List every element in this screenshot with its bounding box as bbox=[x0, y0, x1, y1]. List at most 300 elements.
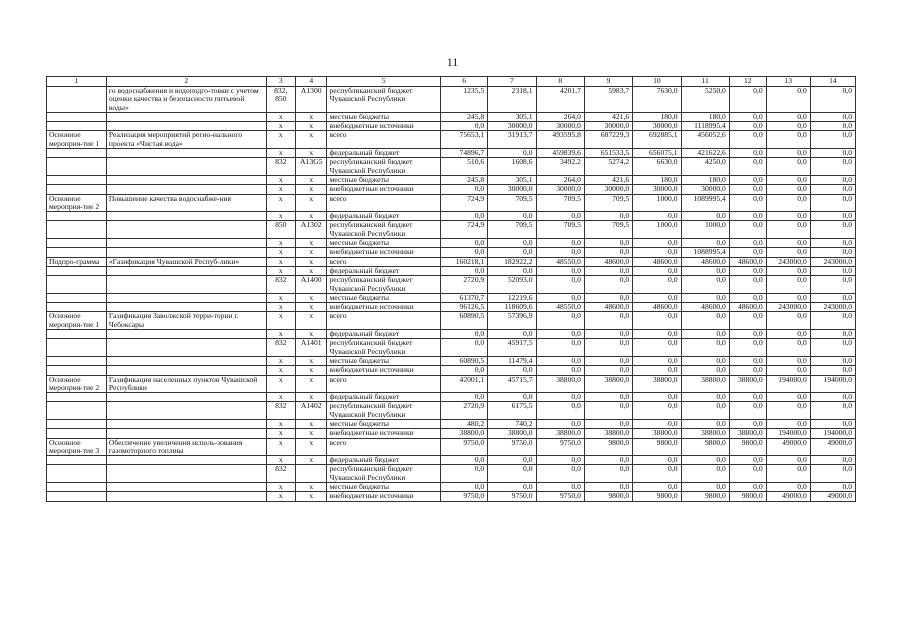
responsible-code-cell: x bbox=[266, 266, 295, 275]
value-cell: 118609,6 bbox=[488, 303, 536, 312]
table-row bbox=[47, 175, 856, 184]
value-cell: 0,0 bbox=[440, 483, 487, 492]
value-cell: 0,0 bbox=[584, 266, 632, 275]
header-cell: 13 bbox=[766, 77, 810, 87]
value-cell: 0,0 bbox=[766, 158, 810, 176]
activity-name-cell bbox=[106, 175, 266, 184]
value-cell: 0,0 bbox=[729, 293, 766, 302]
responsible-code-cell: x bbox=[266, 438, 295, 456]
value-cell: 30000,0 bbox=[584, 185, 632, 194]
header-cell: 8 bbox=[536, 77, 584, 87]
value-cell: 0,0 bbox=[810, 419, 855, 428]
value-cell: 0,0 bbox=[584, 312, 632, 330]
page-number: 11 bbox=[446, 55, 459, 69]
value-cell: 0,0 bbox=[681, 456, 729, 465]
value-cell: 421,6 bbox=[584, 175, 632, 184]
header-row bbox=[47, 77, 856, 87]
funding-source-cell: республиканский бюджет Чувашской Республики bbox=[327, 276, 440, 294]
value-cell: 0,0 bbox=[633, 312, 681, 330]
value-cell: 0,0 bbox=[810, 339, 855, 357]
section-cell bbox=[47, 366, 107, 375]
responsible-code-cell: x bbox=[266, 456, 295, 465]
funding-source-cell: федеральный бюджет bbox=[327, 456, 440, 465]
activity-name-cell bbox=[106, 483, 266, 492]
value-cell: 0,0 bbox=[633, 248, 681, 257]
value-cell: 0,0 bbox=[633, 239, 681, 248]
value-cell: 9800,0 bbox=[633, 492, 681, 501]
value-cell: 0,0 bbox=[584, 456, 632, 465]
value-cell: 305,1 bbox=[488, 112, 536, 121]
value-cell: 0,0 bbox=[810, 175, 855, 184]
value-cell: 0,0 bbox=[633, 356, 681, 365]
value-cell: 45715,7 bbox=[488, 375, 536, 393]
value-cell: 0,0 bbox=[729, 112, 766, 121]
value-cell: 0,0 bbox=[729, 366, 766, 375]
header-cell: 12 bbox=[729, 77, 766, 87]
table-row bbox=[47, 366, 856, 375]
value-cell: 9750,0 bbox=[488, 438, 536, 456]
value-cell: 194000,0 bbox=[766, 429, 810, 438]
value-cell: 0,0 bbox=[584, 356, 632, 365]
value-cell: 1089995,4 bbox=[681, 194, 729, 212]
value-cell: 724,9 bbox=[440, 194, 487, 212]
value-cell: 0,0 bbox=[536, 248, 584, 257]
table-row bbox=[47, 393, 856, 402]
value-cell: 38800,0 bbox=[584, 375, 632, 393]
value-cell: 0,0 bbox=[440, 122, 487, 131]
value-cell: 0,0 bbox=[810, 221, 855, 239]
value-cell: 0,0 bbox=[810, 393, 855, 402]
value-cell: 0,0 bbox=[766, 248, 810, 257]
funding-source-cell: местные бюджеты bbox=[327, 112, 440, 121]
value-cell: 0,0 bbox=[440, 393, 487, 402]
section-cell: Подпро-грамма bbox=[47, 257, 107, 266]
value-cell: 0,0 bbox=[766, 112, 810, 121]
header-cell: 4 bbox=[295, 77, 327, 87]
value-cell: 30000,0 bbox=[488, 122, 536, 131]
responsible-code-cell: x bbox=[266, 239, 295, 248]
table-row bbox=[47, 356, 856, 365]
value-cell: 0,0 bbox=[488, 212, 536, 221]
section-cell: Основное мероприя-тие 2 bbox=[47, 194, 107, 212]
funding-source-cell: внебюджетные источники bbox=[327, 185, 440, 194]
budget-code-cell: x bbox=[295, 239, 327, 248]
value-cell: 0,0 bbox=[584, 339, 632, 357]
budget-table bbox=[46, 76, 856, 502]
table-row bbox=[47, 465, 856, 483]
table-row bbox=[47, 131, 856, 149]
value-cell: 0,0 bbox=[766, 393, 810, 402]
section-cell bbox=[47, 185, 107, 194]
responsible-code-cell: x bbox=[266, 131, 295, 149]
value-cell: 0,0 bbox=[536, 366, 584, 375]
value-cell: 9750,0 bbox=[440, 438, 487, 456]
header-cell: 10 bbox=[633, 77, 681, 87]
table-row bbox=[47, 257, 856, 266]
value-cell: 0,0 bbox=[536, 393, 584, 402]
value-cell: 38800,0 bbox=[633, 429, 681, 438]
section-cell: Основное мероприя-тие 2 bbox=[47, 375, 107, 393]
value-cell: 48600,0 bbox=[584, 257, 632, 266]
value-cell: 0,0 bbox=[536, 356, 584, 365]
value-cell: 0,0 bbox=[633, 483, 681, 492]
responsible-code-cell: x bbox=[266, 194, 295, 212]
funding-source-cell: всего bbox=[327, 131, 440, 149]
value-cell: 0,0 bbox=[810, 212, 855, 221]
section-cell bbox=[47, 293, 107, 302]
value-cell: 30000,0 bbox=[633, 185, 681, 194]
value-cell: 5274,2 bbox=[584, 158, 632, 176]
value-cell: 9800,0 bbox=[729, 438, 766, 456]
value-cell: 0,0 bbox=[810, 465, 855, 483]
table-row bbox=[47, 429, 856, 438]
value-cell: 0,0 bbox=[810, 366, 855, 375]
activity-name-cell bbox=[106, 149, 266, 158]
value-cell: 0,0 bbox=[729, 239, 766, 248]
value-cell: 38800,0 bbox=[729, 375, 766, 393]
value-cell: 48600,0 bbox=[633, 303, 681, 312]
section-cell: Основное мероприя-тие 1 bbox=[47, 131, 107, 149]
budget-code-cell: x bbox=[295, 131, 327, 149]
activity-name-cell bbox=[106, 158, 266, 176]
budget-code-cell: x bbox=[295, 429, 327, 438]
budget-code-cell: x bbox=[295, 492, 327, 501]
value-cell: 0,0 bbox=[633, 339, 681, 357]
table-row bbox=[47, 221, 856, 239]
table-row bbox=[47, 402, 856, 420]
value-cell: 0,0 bbox=[584, 293, 632, 302]
section-cell bbox=[47, 402, 107, 420]
activity-name-cell bbox=[106, 402, 266, 420]
value-cell: 709,5 bbox=[584, 194, 632, 212]
funding-source-cell: внебюджетные источники bbox=[327, 429, 440, 438]
value-cell: 0,0 bbox=[766, 149, 810, 158]
value-cell: 0,0 bbox=[536, 456, 584, 465]
budget-code-cell: A1300 bbox=[295, 87, 327, 113]
activity-name-cell bbox=[106, 465, 266, 483]
budget-code-cell: x bbox=[295, 312, 327, 330]
responsible-code-cell: 832 bbox=[266, 465, 295, 483]
value-cell: 48600,0 bbox=[681, 257, 729, 266]
value-cell: 709,5 bbox=[584, 221, 632, 239]
value-cell: 245,8 bbox=[440, 175, 487, 184]
value-cell: 0,0 bbox=[584, 402, 632, 420]
value-cell: 9800,0 bbox=[633, 438, 681, 456]
value-cell: 709,5 bbox=[536, 221, 584, 239]
value-cell: 57396,9 bbox=[488, 312, 536, 330]
budget-code-cell: x bbox=[295, 112, 327, 121]
funding-source-cell: всего bbox=[327, 257, 440, 266]
budget-code-cell: x bbox=[295, 185, 327, 194]
value-cell: 0,0 bbox=[584, 239, 632, 248]
value-cell: 9750,0 bbox=[536, 492, 584, 501]
activity-name-cell: Повышение качества водоснабже-ния bbox=[106, 194, 266, 212]
value-cell: 38800,0 bbox=[729, 429, 766, 438]
budget-code-cell: x bbox=[295, 419, 327, 428]
table-row bbox=[47, 438, 856, 456]
budget-code-cell: A1401 bbox=[295, 339, 327, 357]
funding-source-cell: республиканский бюджет Чувашской Республики bbox=[327, 221, 440, 239]
section-cell bbox=[47, 112, 107, 121]
value-cell: 0,0 bbox=[810, 131, 855, 149]
header-cell: 6 bbox=[440, 77, 487, 87]
value-cell: 0,0 bbox=[584, 330, 632, 339]
value-cell: 0,0 bbox=[633, 456, 681, 465]
activity-name-cell bbox=[106, 266, 266, 275]
value-cell: 0,0 bbox=[766, 293, 810, 302]
value-cell: 0,0 bbox=[766, 221, 810, 239]
section-cell bbox=[47, 393, 107, 402]
value-cell: 0,0 bbox=[810, 356, 855, 365]
funding-source-cell: всего bbox=[327, 438, 440, 456]
value-cell: 49000,0 bbox=[810, 492, 855, 501]
funding-source-cell: федеральный бюджет bbox=[327, 266, 440, 275]
value-cell: 0,0 bbox=[584, 276, 632, 294]
budget-code-cell: x bbox=[295, 456, 327, 465]
value-cell: 421622,6 bbox=[681, 149, 729, 158]
value-cell: 0,0 bbox=[766, 131, 810, 149]
table-row bbox=[47, 185, 856, 194]
section-cell bbox=[47, 175, 107, 184]
value-cell: 0,0 bbox=[536, 293, 584, 302]
value-cell: 0,0 bbox=[536, 330, 584, 339]
table-row bbox=[47, 312, 856, 330]
budget-code-cell: x bbox=[295, 122, 327, 131]
section-cell bbox=[47, 149, 107, 158]
value-cell: 0,0 bbox=[440, 185, 487, 194]
value-cell: 12219,6 bbox=[488, 293, 536, 302]
section-cell bbox=[47, 356, 107, 365]
section-cell bbox=[47, 419, 107, 428]
value-cell: 0,0 bbox=[729, 212, 766, 221]
value-cell: 0,0 bbox=[440, 266, 487, 275]
value-cell: 38800,0 bbox=[681, 429, 729, 438]
funding-source-cell: федеральный бюджет bbox=[327, 330, 440, 339]
value-cell: 0,0 bbox=[729, 131, 766, 149]
value-cell: 30000,0 bbox=[633, 122, 681, 131]
value-cell: 52093,0 bbox=[488, 276, 536, 294]
value-cell: 493595,8 bbox=[536, 131, 584, 149]
funding-source-cell: республиканский бюджет Чувашской Республики bbox=[327, 402, 440, 420]
value-cell: 0,0 bbox=[729, 175, 766, 184]
value-cell: 9800,0 bbox=[681, 438, 729, 456]
value-cell: 264,0 bbox=[536, 112, 584, 121]
value-cell: 0,0 bbox=[810, 248, 855, 257]
header-cell: 11 bbox=[681, 77, 729, 87]
value-cell: 0,0 bbox=[810, 158, 855, 176]
responsible-code-cell: x bbox=[266, 212, 295, 221]
value-cell: 0,0 bbox=[584, 366, 632, 375]
value-cell: 0,0 bbox=[536, 212, 584, 221]
value-cell: 49000,0 bbox=[766, 492, 810, 501]
table-row bbox=[47, 330, 856, 339]
value-cell: 0,0 bbox=[729, 87, 766, 113]
funding-source-cell: республиканский бюджет Чувашской Республики bbox=[327, 339, 440, 357]
value-cell: 0,0 bbox=[681, 266, 729, 275]
table-row bbox=[47, 112, 856, 121]
section-cell bbox=[47, 330, 107, 339]
responsible-code-cell: x bbox=[266, 175, 295, 184]
value-cell: 421,6 bbox=[584, 112, 632, 121]
value-cell: 0,0 bbox=[681, 402, 729, 420]
value-cell: 38800,0 bbox=[633, 375, 681, 393]
value-cell: 9800,0 bbox=[584, 492, 632, 501]
funding-source-cell: внебюджетные источники bbox=[327, 303, 440, 312]
value-cell: 0,0 bbox=[681, 212, 729, 221]
value-cell: 180,0 bbox=[633, 175, 681, 184]
table-row bbox=[47, 239, 856, 248]
value-cell: 30000,0 bbox=[536, 122, 584, 131]
section-cell bbox=[47, 339, 107, 357]
value-cell: 48550,0 bbox=[536, 257, 584, 266]
funding-source-cell: местные бюджеты bbox=[327, 483, 440, 492]
budget-code-cell: x bbox=[295, 366, 327, 375]
responsible-code-cell: x bbox=[266, 312, 295, 330]
value-cell: 0,0 bbox=[633, 212, 681, 221]
value-cell: 1088995,4 bbox=[681, 248, 729, 257]
value-cell: 6630,0 bbox=[633, 158, 681, 176]
table-row bbox=[47, 375, 856, 393]
table-row bbox=[47, 456, 856, 465]
value-cell: 0,0 bbox=[488, 248, 536, 257]
funding-source-cell: местные бюджеты bbox=[327, 293, 440, 302]
value-cell: 38800,0 bbox=[440, 429, 487, 438]
value-cell: 0,0 bbox=[681, 465, 729, 483]
header-cell: 14 bbox=[810, 77, 855, 87]
value-cell: 1000,0 bbox=[681, 221, 729, 239]
value-cell: 0,0 bbox=[488, 483, 536, 492]
value-cell: 243000,0 bbox=[810, 303, 855, 312]
budget-code-cell: x bbox=[295, 330, 327, 339]
section-cell bbox=[47, 221, 107, 239]
responsible-code-cell: x bbox=[266, 483, 295, 492]
value-cell: 0,0 bbox=[536, 465, 584, 483]
header-cell: 7 bbox=[488, 77, 536, 87]
value-cell: 61370,7 bbox=[440, 293, 487, 302]
section-cell bbox=[47, 239, 107, 248]
budget-code-cell: x bbox=[295, 194, 327, 212]
value-cell: 0,0 bbox=[729, 356, 766, 365]
header-cell: 9 bbox=[584, 77, 632, 87]
value-cell: 0,0 bbox=[536, 339, 584, 357]
value-cell: 0,0 bbox=[810, 330, 855, 339]
table-row bbox=[47, 492, 856, 501]
funding-source-cell: внебюджетные источники bbox=[327, 248, 440, 257]
value-cell: 0,0 bbox=[488, 330, 536, 339]
value-cell: 0,0 bbox=[633, 330, 681, 339]
responsible-code-cell: 832 bbox=[266, 158, 295, 176]
value-cell: 305,1 bbox=[488, 175, 536, 184]
value-cell: 0,0 bbox=[681, 419, 729, 428]
value-cell: 48600,0 bbox=[729, 257, 766, 266]
value-cell: 0,0 bbox=[681, 239, 729, 248]
value-cell: 0,0 bbox=[681, 483, 729, 492]
section-cell bbox=[47, 122, 107, 131]
value-cell: 0,0 bbox=[536, 402, 584, 420]
table-row bbox=[47, 303, 856, 312]
funding-source-cell: республиканский бюджет Чувашской Республики bbox=[327, 158, 440, 176]
header-cell: 3 bbox=[266, 77, 295, 87]
responsible-code-cell: 832 bbox=[266, 402, 295, 420]
activity-name-cell bbox=[106, 185, 266, 194]
activity-name-cell: го водоснабжения и водоподго-товки с учетом оценки качества и безопасности питьевой воды» bbox=[106, 87, 266, 113]
funding-source-cell: местные бюджеты bbox=[327, 419, 440, 428]
value-cell: 0,0 bbox=[729, 221, 766, 239]
value-cell: 0,0 bbox=[810, 276, 855, 294]
responsible-code-cell: x bbox=[266, 492, 295, 501]
value-cell: 0,0 bbox=[681, 339, 729, 357]
value-cell: 38800,0 bbox=[536, 429, 584, 438]
section-cell bbox=[47, 456, 107, 465]
responsible-code-cell: x bbox=[266, 112, 295, 121]
value-cell: 0,0 bbox=[681, 293, 729, 302]
value-cell: 0,0 bbox=[766, 239, 810, 248]
section-cell bbox=[47, 492, 107, 501]
value-cell: 480,2 bbox=[440, 419, 487, 428]
value-cell: 459839,6 bbox=[536, 149, 584, 158]
section-cell bbox=[47, 303, 107, 312]
budget-code-cell: x bbox=[295, 293, 327, 302]
budget-code-cell: x bbox=[295, 175, 327, 184]
funding-source-cell: республиканский бюджет Чувашской Республики bbox=[327, 465, 440, 483]
responsible-code-cell: x bbox=[266, 293, 295, 302]
value-cell: 0,0 bbox=[766, 366, 810, 375]
value-cell: 0,0 bbox=[729, 465, 766, 483]
budget-code-cell: x bbox=[295, 356, 327, 365]
value-cell: 1608,6 bbox=[488, 158, 536, 176]
responsible-code-cell: x bbox=[266, 122, 295, 131]
value-cell: 0,0 bbox=[488, 266, 536, 275]
value-cell: 48550,0 bbox=[536, 303, 584, 312]
responsible-code-cell: x bbox=[266, 356, 295, 365]
activity-name-cell bbox=[106, 212, 266, 221]
value-cell: 182922,2 bbox=[488, 257, 536, 266]
table-row bbox=[47, 483, 856, 492]
responsible-code-cell: x bbox=[266, 393, 295, 402]
value-cell: 0,0 bbox=[766, 122, 810, 131]
value-cell: 0,0 bbox=[729, 393, 766, 402]
value-cell: 0,0 bbox=[633, 266, 681, 275]
funding-source-cell: федеральный бюджет bbox=[327, 212, 440, 221]
responsible-code-cell: x bbox=[266, 248, 295, 257]
budget-code-cell: x bbox=[295, 438, 327, 456]
table-row bbox=[47, 122, 856, 131]
value-cell: 0,0 bbox=[766, 185, 810, 194]
activity-name-cell bbox=[106, 419, 266, 428]
responsible-code-cell: 832 bbox=[266, 276, 295, 294]
value-cell: 1235,5 bbox=[440, 87, 487, 113]
value-cell: 160218,1 bbox=[440, 257, 487, 266]
responsible-code-cell: x bbox=[266, 366, 295, 375]
activity-name-cell bbox=[106, 303, 266, 312]
value-cell: 0,0 bbox=[810, 122, 855, 131]
value-cell: 74896,7 bbox=[440, 149, 487, 158]
value-cell: 0,0 bbox=[766, 456, 810, 465]
value-cell: 0,0 bbox=[766, 402, 810, 420]
value-cell: 0,0 bbox=[729, 339, 766, 357]
funding-source-cell: всего bbox=[327, 312, 440, 330]
value-cell: 48600,0 bbox=[584, 303, 632, 312]
value-cell: 0,0 bbox=[810, 483, 855, 492]
responsible-code-cell: x bbox=[266, 149, 295, 158]
value-cell: 0,0 bbox=[440, 339, 487, 357]
value-cell: 2720,9 bbox=[440, 402, 487, 420]
value-cell: 0,0 bbox=[729, 276, 766, 294]
value-cell: 0,0 bbox=[810, 112, 855, 121]
value-cell: 9800,0 bbox=[681, 492, 729, 501]
value-cell: 7630,0 bbox=[633, 87, 681, 113]
value-cell: 60890,5 bbox=[440, 312, 487, 330]
